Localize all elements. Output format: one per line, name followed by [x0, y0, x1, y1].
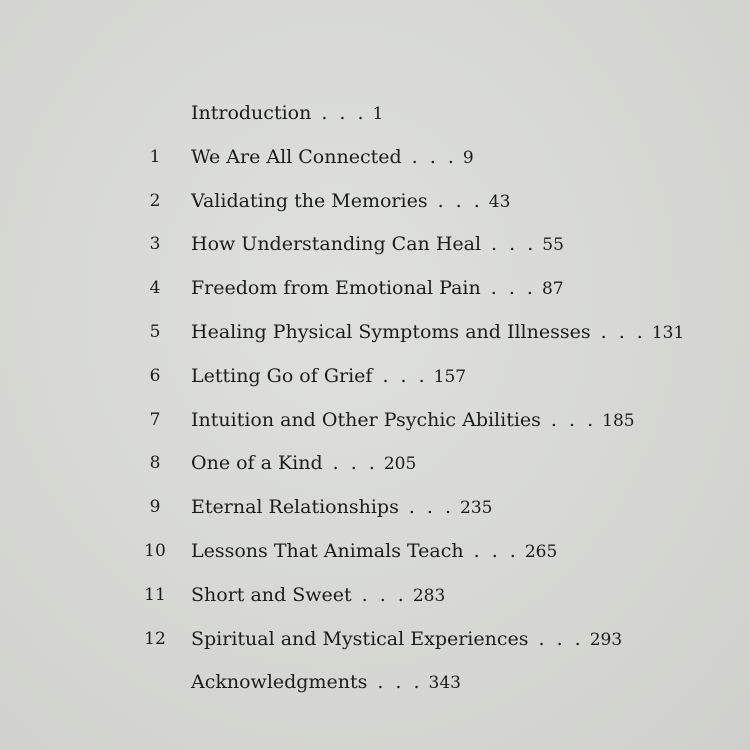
chapter-number: 5 [149, 321, 161, 342]
entry-title-line [191, 180, 510, 225]
page-number: 235 [460, 498, 493, 519]
toc-entry-chapter-8 [0, 442, 750, 486]
chapter-number: 12 [144, 628, 166, 649]
chapter-number: 4 [149, 278, 161, 299]
toc-entry-introduction [0, 92, 750, 136]
toc-entry-acknowledgments [0, 661, 750, 705]
chapter-number: 2 [149, 190, 161, 211]
page-number: 43 [488, 191, 511, 212]
leader-dots: . . . [408, 496, 455, 519]
entry-title-line [191, 661, 461, 706]
entry-title-line [191, 355, 466, 400]
chapter-title: Acknowledgments [191, 671, 368, 694]
chapter-number: 9 [149, 497, 161, 518]
chapter-number: 7 [149, 409, 161, 430]
chapter-title: Letting Go of Grief [191, 364, 373, 387]
toc-entry-chapter-3 [0, 223, 750, 267]
entry-title-line [191, 399, 635, 444]
entry-title-line [191, 92, 383, 137]
chapter-title: Freedom from Emotional Pain [191, 277, 481, 300]
toc-entry-chapter-5 [0, 311, 750, 355]
chapter-title: Eternal Relationships [191, 496, 399, 519]
entry-title-line [191, 267, 564, 312]
toc-entry-chapter-11 [0, 574, 750, 618]
chapter-title: Introduction [191, 102, 312, 124]
page-number: 1 [372, 104, 384, 124]
toc-entry-chapter-10 [0, 530, 750, 574]
chapter-number: 3 [149, 234, 161, 255]
leader-dots: . . . [382, 364, 428, 387]
entry-title-line [191, 618, 622, 663]
toc-entry-chapter-4 [0, 267, 750, 311]
entry-title-line [191, 311, 684, 356]
leader-dots: . . . [361, 583, 407, 606]
leader-dots: . . . [411, 145, 457, 168]
chapter-title: Short and Sweet [191, 583, 352, 606]
chapter-number: 11 [144, 584, 166, 605]
page-number: 131 [651, 322, 685, 343]
chapter-number: 1 [149, 146, 161, 167]
chapter-number: 8 [149, 453, 161, 474]
page-number: 265 [524, 541, 558, 562]
toc-entry-chapter-6 [0, 355, 750, 399]
page-number: 185 [602, 410, 635, 431]
entry-title-line [191, 530, 557, 575]
table-of-contents [0, 92, 750, 705]
chapter-title: Spiritual and Mystical Experiences [191, 627, 529, 650]
toc-entry-chapter-2 [0, 180, 750, 224]
page-number: 205 [383, 454, 417, 475]
page-number: 87 [541, 279, 564, 300]
chapter-number: 6 [149, 365, 161, 386]
toc-entry-chapter-1 [0, 136, 750, 180]
leader-dots: . . . [491, 233, 537, 256]
entry-title-line [191, 574, 445, 619]
page-number: 9 [462, 147, 474, 168]
leader-dots: . . . [538, 627, 584, 650]
leader-dots: . . . [332, 452, 378, 475]
chapter-title: Intuition and Other Psychic Abilities [191, 408, 541, 431]
toc-entry-chapter-9 [0, 486, 750, 530]
entry-title-line [191, 486, 493, 531]
leader-dots: . . . [490, 277, 536, 300]
leader-dots: . . . [321, 102, 367, 124]
chapter-title: We Are All Connected [191, 145, 402, 168]
leader-dots: . . . [550, 408, 597, 431]
page-number: 55 [542, 235, 564, 256]
chapter-title: Healing Physical Symptoms and Illnesses [191, 320, 591, 343]
chapter-title: One of a Kind [191, 452, 323, 475]
entry-title-line [191, 223, 564, 268]
toc-entry-chapter-12 [0, 618, 750, 662]
entry-title-line [191, 136, 474, 181]
chapter-number: 10 [144, 540, 166, 561]
chapter-title: Validating the Memories [191, 189, 428, 212]
chapter-title: How Understanding Can Heal [191, 233, 482, 256]
page-number: 157 [433, 366, 467, 387]
leader-dots: . . . [600, 320, 646, 343]
leader-dots: . . . [377, 671, 423, 694]
chapter-title: Lessons That Animals Teach [191, 539, 464, 562]
page-number: 343 [428, 673, 461, 694]
toc-entry-chapter-7 [0, 399, 750, 443]
leader-dots: . . . [437, 189, 483, 212]
leader-dots: . . . [473, 539, 519, 562]
page-number: 293 [589, 629, 623, 650]
entry-title-line [191, 442, 416, 487]
page-number: 283 [412, 585, 446, 606]
